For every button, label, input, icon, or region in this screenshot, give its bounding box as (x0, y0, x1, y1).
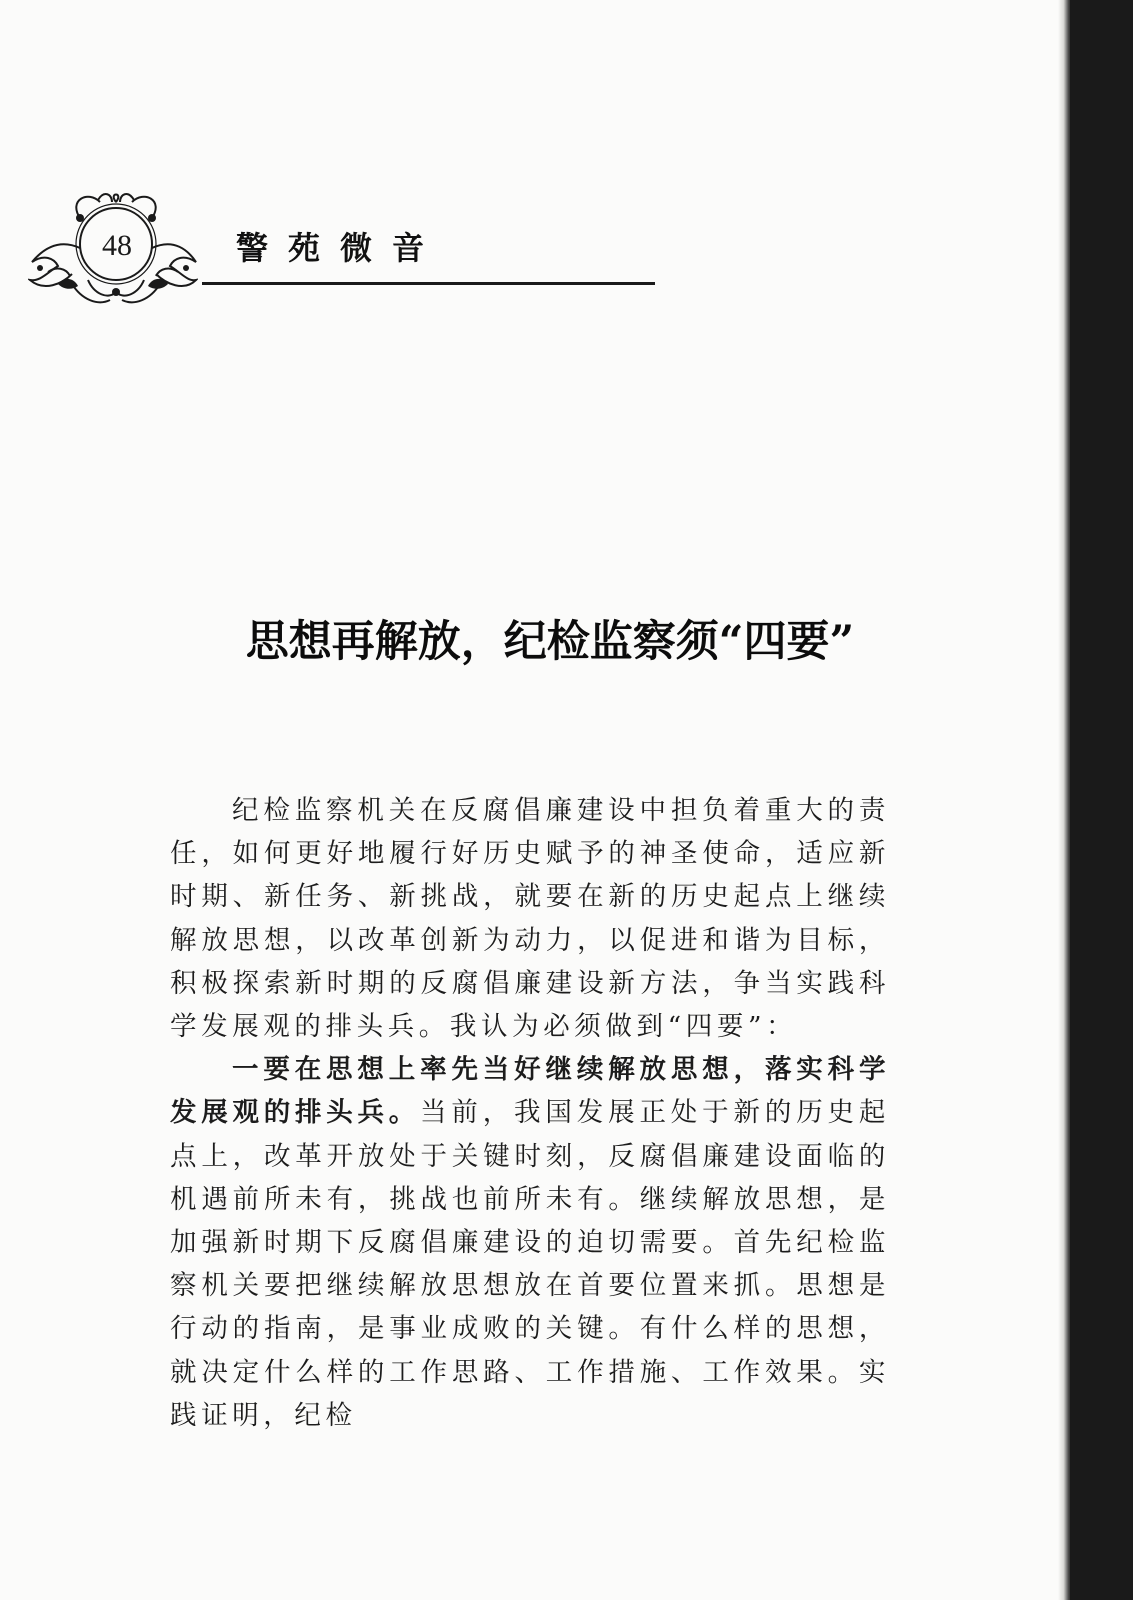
page-number: 48 (102, 229, 132, 262)
article-title: 思想再解放，纪检监察须“四要” (245, 617, 855, 667)
paragraph-2 (170, 1048, 890, 1437)
paragraph-text: 当前，我国发展正处于新的历史起点上，改革开放处于关键时刻，反腐倡廉建设面临的机遇前所未有，挑战也前所未有。继续解放思想，是加强新时期下反腐倡廉建设的迫切需要。首先纪检监察机关要把继续解放思想放在首要位置来抓。思想是行动的指南，是事业成败的关键。有什么样的思想，就决定什么样的工作思路、工作措施、工作效果。实践证明，纪检 (170, 1097, 890, 1431)
page-edge (1058, 0, 1070, 1600)
paragraph-text: 纪检监察机关在反腐倡廉建设中担负着重大的责任，如何更好地履行好历史赋予的神圣使命，适应新时期、新任务、新挑战，就要在新的历史起点上继续解放思想，以改革创新为动力，以促进和谐为目标，积极探索新时期的反腐倡廉建设新方法，争当实践科学发展观的排头兵。我认为必须做到“四要”： (170, 795, 890, 1043)
article-body (170, 789, 890, 1437)
paragraph-bold-lead: 一要在思想上率先当好继续解放思想，落实科学发展观的排头兵。 (170, 1054, 890, 1129)
running-title: 警苑微音 (236, 229, 445, 267)
header-rule (202, 282, 655, 285)
paragraph-1 (170, 789, 890, 1048)
